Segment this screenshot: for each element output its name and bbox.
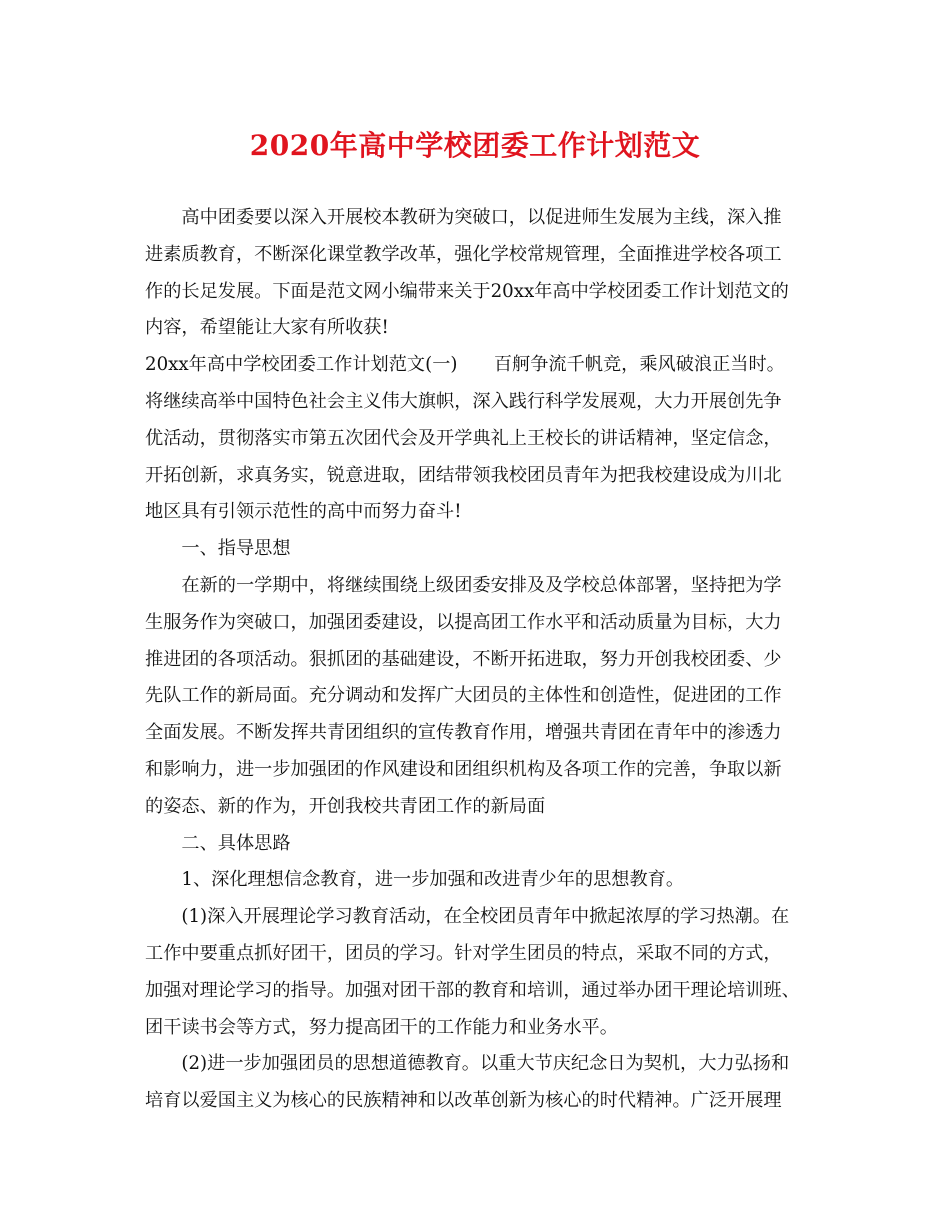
document-title: 2020年高中学校团委工作计划范文 [249,129,701,162]
body-line: 20xx年高中学校团委工作计划范文(一) 百舸争流千帆竞，乘风破浪正当时。 [145,354,785,376]
body-line: (1)深入开展理论学习教育活动，在全校团员青年中掀起浓厚的学习热潮。在 [145,906,790,928]
body-line: 二、具体思路 [145,832,291,854]
body-line: 生服务作为突破口，加强团委建设，以提高团工作水平和活动质量为目标，大力 [145,611,782,633]
body-line: 内容，希望能让大家有所收获! [145,317,389,339]
body-line: 的姿态、新的作为，开创我校共青团工作的新局面 [145,795,546,817]
body-line: 培育以爱国主义为核心的民族精神和以改革创新为核心的时代精神。广泛开展理 [145,1090,782,1112]
body-line: 工作中要重点抓好团干，团员的学习。针对学生团员的特点，采取不同的方式， [145,943,782,964]
body-line: (2)进一步加强团员的思想道德教育。以重大节庆纪念日为契机，大力弘扬和 [145,1053,790,1075]
body-line: 推进团的各项活动。狠抓团的基础建设，不断开拓进取，努力开创我校团委、少 [145,648,782,670]
body-line: 1、深化理想信念教育，进一步加强和改进青少年的思想教育。 [145,869,685,891]
body-line: 加强对理论学习的指导。加强对团干部的教育和培训，通过举办团干理论培训班、 [145,979,800,1001]
body-line: 全面发展。不断发挥共青团组织的宣传教育作用，增强共青团在青年中的渗透力 [145,722,782,744]
body-line: 开拓创新，求真务实，锐意进取，团结带领我校团员青年为把我校建设成为川北 [145,464,782,486]
body-line: 先队工作的新局面。充分调动和发挥广大团员的主体性和创造性，促进团的工作 [145,685,782,707]
body-line: 一、指导思想 [145,538,291,560]
body-line: 和影响力，进一步加强团的作风建设和团组织机构及各项工作的完善，争取以新 [145,759,782,780]
body-line: 将继续高举中国特色社会主义伟大旗帜，深入践行科学发展观，大力开展创先争 [145,391,782,412]
body-line: 进素质教育，不断深化课堂教学改革，强化学校常规管理，全面推进学校各项工 [145,243,782,265]
body-line: 在新的一学期中，将继续围绕上级团委安排及及学校总体部署，坚持把为学 [145,575,782,596]
body-line: 优活动，贯彻落实市第五次团代会及开学典礼上王校长的讲话精神，坚定信念， [145,427,782,449]
body-line: 作的长足发展。下面是范文网小编带来关于20xx年高中学校团委工作计划范文的 [145,280,789,302]
body-line: 团干读书会等方式，努力提高团干的工作能力和业务水平。 [145,1016,618,1038]
body-line: 高中团委要以深入开展校本教研为突破口，以促进师生发展为主线，深入推 [145,207,782,228]
body-line: 地区具有引领示范性的高中而努力奋斗! [145,501,462,523]
